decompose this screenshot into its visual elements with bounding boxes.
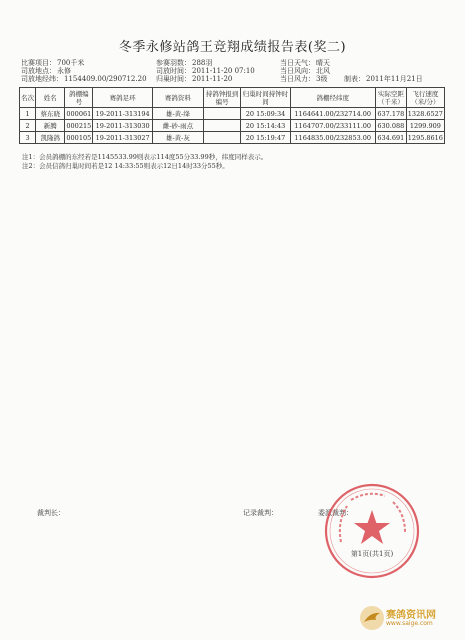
cell-loft-coords: 1164835.00/232853.00: [290, 132, 375, 144]
entries-label: 参赛羽数：: [156, 59, 191, 67]
weather-value: 晴天: [316, 59, 330, 67]
header-pigeon-info: 赛鸽资料: [152, 88, 203, 108]
pigeon-logo-icon: [358, 604, 386, 632]
release-time-label: 司放时间：: [156, 67, 191, 75]
results-table: [19, 87, 445, 144]
cell-clock-id: [203, 120, 241, 132]
cell-rank: 2: [20, 120, 36, 132]
watermark-name: 赛鸽资讯网: [386, 610, 436, 621]
header-rank: 名次: [20, 88, 36, 108]
cell-distance: 634.691: [377, 133, 405, 142]
header-arrival-time: 归巢时间持钟时间: [242, 89, 289, 106]
header-ring: 赛鸽足环: [93, 88, 153, 108]
cell-distance: 637.178: [377, 109, 405, 118]
recorder-signature: 记录裁判：: [243, 509, 278, 517]
table-row: [20, 132, 445, 144]
release-place-value: 永修: [57, 67, 71, 75]
race-item-value: 700千米: [57, 59, 85, 67]
return-time-value: 2011-11-20: [192, 75, 233, 83]
cell-name: 蔡东晓: [36, 108, 65, 120]
watermark-url: www.saige.com: [386, 620, 433, 627]
referee-chief-signature: 裁判长：: [37, 509, 65, 517]
release-coords-label: 司放地经纬：: [21, 75, 63, 83]
return-time-label: 归巢时间：: [156, 75, 191, 83]
table-row: [20, 108, 445, 120]
cell-ring: 19-2011-313194: [93, 108, 153, 120]
wind-force-label: 当日风力：: [280, 75, 315, 83]
cell-distance: 630.088: [377, 121, 405, 130]
wind-force-value: 3级: [316, 75, 328, 83]
cell-pigeon-info: 雄-黄-绛: [152, 108, 203, 120]
cell-pigeon-info: 雄-黄-灰: [152, 132, 203, 144]
cell-speed: 1299.909: [406, 120, 444, 132]
cell-speed: 1295.8616: [407, 133, 443, 142]
cell-clock-id: [203, 132, 241, 144]
wind-direction-value: 北风: [316, 67, 330, 75]
table-header-row: [20, 88, 445, 108]
release-place-label: 司放地点：: [21, 67, 56, 75]
header-speed: 飞行速度（米/分）: [406, 88, 444, 108]
official-seal: [323, 482, 421, 580]
header-loft-coords: 鸽棚经纬度: [290, 88, 375, 108]
made-date-value: 2011年11月21日: [366, 75, 423, 83]
table-row: [20, 120, 445, 132]
return-time-row: [156, 75, 232, 84]
cell-pigeon-info: 雌-砂-雨点: [152, 120, 203, 132]
cell-name: 新腾: [36, 120, 65, 132]
release-time-value: 2011-11-20 07:10: [192, 67, 255, 75]
made-date-row: [344, 75, 423, 84]
header-distance: 实际空距（千米）: [375, 88, 406, 108]
cell-rank: 3: [20, 132, 36, 144]
cell-clock-id: [203, 108, 241, 120]
cell-loft-coords: 1164641.00/232714.00: [290, 108, 375, 120]
release-coords-value: 1154409.00/290712.20: [64, 75, 147, 83]
header-loft-id: 鸽棚编号: [65, 88, 93, 108]
cell-loft-id: 000061: [66, 109, 92, 118]
report-title: 冬季永修站鸽王竞翔成绩报告表(奖二): [118, 40, 347, 55]
wind-force-row: [280, 75, 327, 84]
cell-arrival-time: 20 15:09:34: [241, 108, 290, 120]
weather-label: 当日天气：: [280, 59, 315, 67]
note-2: 注2：会员信鸽归巢时间若是12 14:33:55则表示12日14时33分55秒。: [22, 162, 229, 170]
cell-arrival-time: 20 15:14:43: [241, 120, 290, 132]
cell-loft-coords: 1164707.00/233111.00: [290, 120, 375, 132]
cell-arrival-time: 20 15:19:47: [241, 132, 290, 144]
wind-direction-label: 当日风向：: [280, 67, 315, 75]
cell-name: 凯隆鸽: [36, 132, 65, 144]
cell-loft-id: 000105: [66, 133, 92, 142]
release-coords-row: [21, 75, 147, 84]
seal-star-icon: [354, 510, 390, 544]
note-1: 注1：会员鸽棚的东经若是1145533.99则表示114度55分33.99秒，纬度同样表示。: [22, 153, 268, 161]
header-clock-id: 持鸽钟报到编号: [203, 88, 241, 108]
page-count: 第1页(共1页): [350, 550, 394, 558]
cell-speed: 1328.6527: [407, 109, 443, 118]
cell-ring: 19-2011-313030: [93, 120, 153, 132]
entries-value: 288羽: [192, 59, 213, 67]
delegate-signature: 委派裁判：: [318, 509, 353, 517]
cell-ring: 19-2011-313027: [93, 132, 153, 144]
header-name: 姓名: [36, 88, 65, 108]
cell-loft-id: 000215: [66, 121, 92, 130]
race-item-label: 比赛项目：: [21, 59, 56, 67]
made-label: 制表：: [344, 75, 365, 83]
notes: [22, 153, 267, 171]
cell-rank: 1: [20, 108, 36, 120]
